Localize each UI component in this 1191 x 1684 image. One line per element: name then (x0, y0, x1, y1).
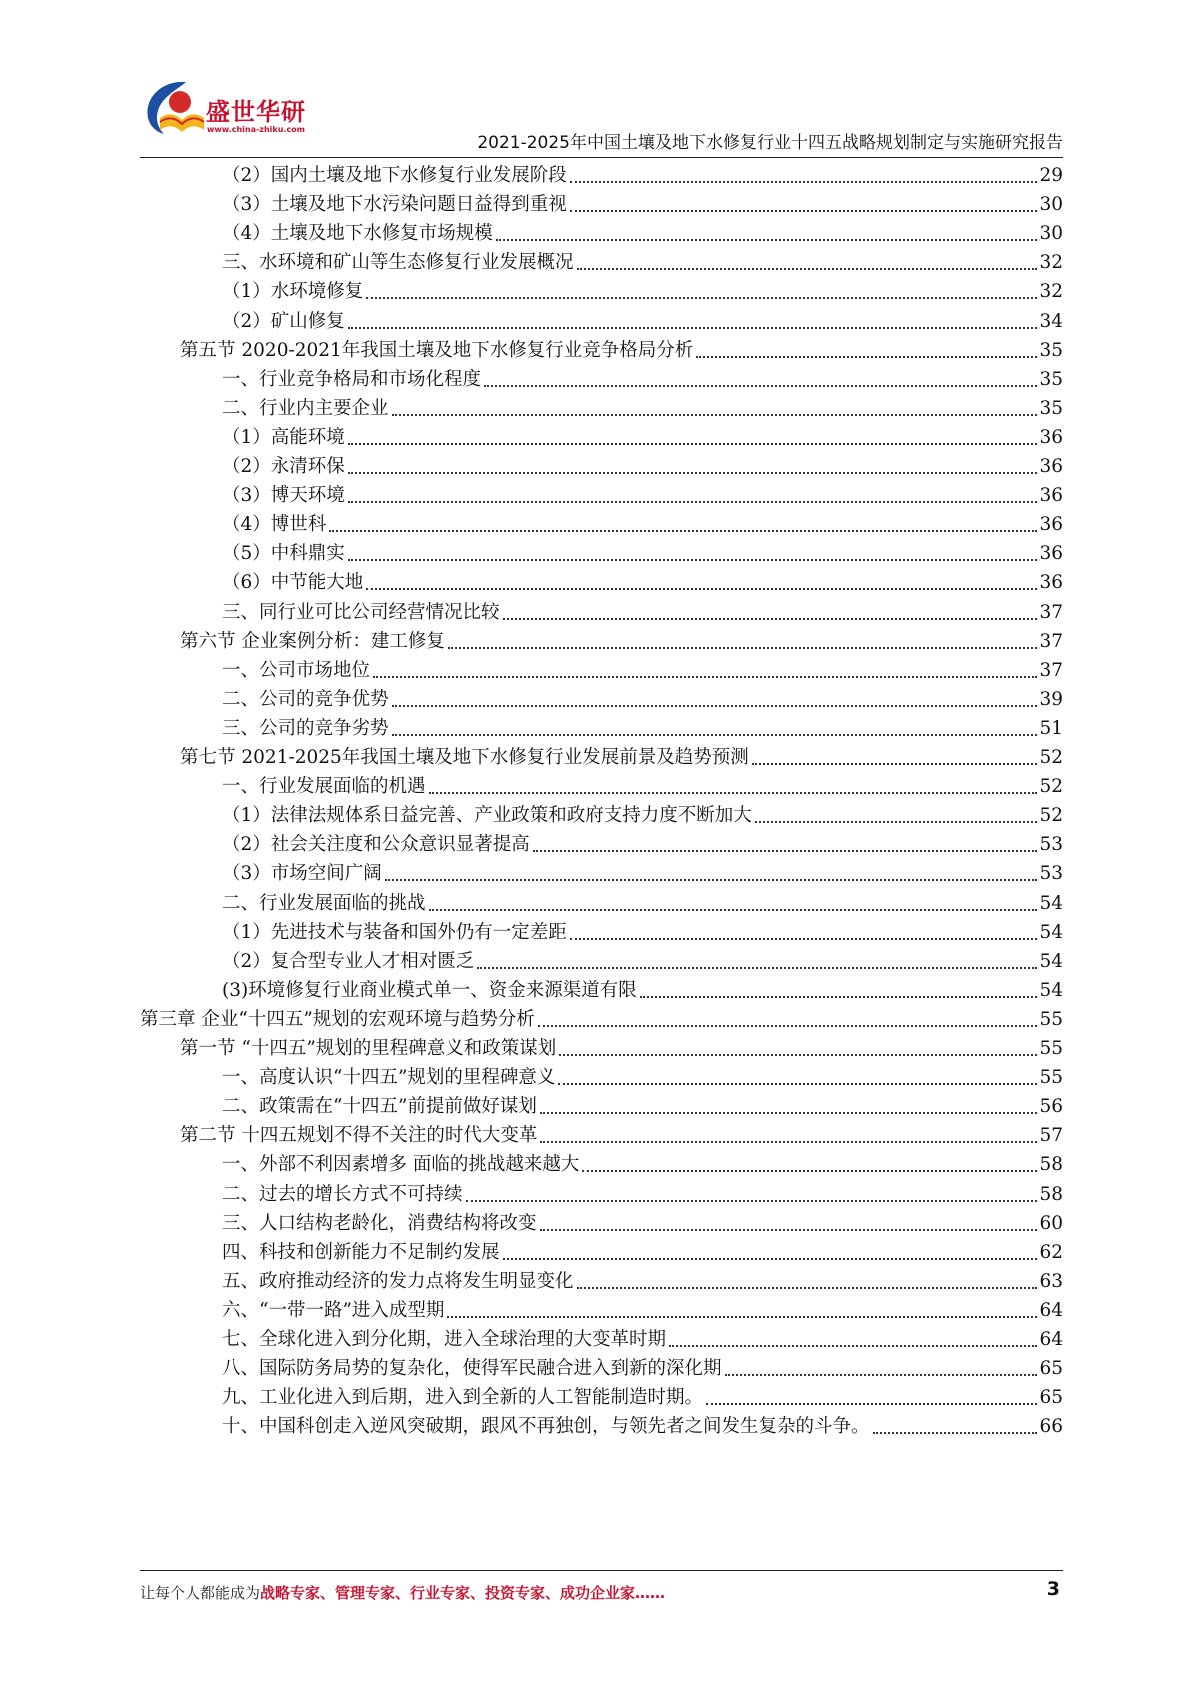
toc-entry-title: （3）博天环境 (222, 485, 345, 507)
toc-entry-page: 36 (1039, 514, 1063, 536)
toc-entry-page: 66 (1039, 1416, 1063, 1438)
toc-dot-leader (448, 647, 1038, 649)
toc-entry-title: 第二节 十四五规划不得不关注的时代大变革 (180, 1125, 538, 1147)
toc-entry[interactable] (222, 454, 1063, 480)
toc-entry-page: 55 (1039, 1067, 1063, 1089)
toc-dot-leader (706, 1403, 1037, 1405)
toc-dot-leader (385, 879, 1038, 881)
toc-entry-title: （3）土壤及地下水污染问题日益得到重视 (222, 194, 567, 216)
toc-entry[interactable] (222, 920, 1063, 946)
toc-entry-page: 30 (1039, 194, 1063, 216)
toc-dot-leader (558, 1083, 1037, 1085)
footer-slogan-highlight: 战略专家、管理专家、行业专家、投资专家、成功企业家…… (260, 1584, 666, 1602)
toc-entry[interactable] (222, 978, 1063, 1004)
toc-dot-leader (570, 181, 1038, 183)
toc-entry-page: 39 (1039, 688, 1063, 710)
toc-entry-page: 36 (1039, 426, 1063, 448)
toc-dot-leader (447, 1316, 1037, 1318)
toc-entry-title: （4）博世科 (222, 514, 327, 536)
toc-entry-title: 第六节 企业案例分析：建工修复 (180, 630, 445, 652)
toc-entry-page: 36 (1039, 485, 1063, 507)
toc-entry-title: 四、科技和创新能力不足制约发展 (222, 1241, 500, 1263)
toc-entry[interactable] (222, 1327, 1063, 1353)
toc-entry-title: 七、全球化进入到分化期，进入全球治理的大变革时期 (222, 1329, 667, 1350)
toc-entry[interactable] (222, 687, 1063, 713)
toc-dot-leader (484, 385, 1037, 387)
toc-entry[interactable] (222, 1298, 1063, 1324)
toc-entry-title: （2）矿山修复 (222, 310, 345, 332)
toc-entry[interactable] (222, 541, 1063, 567)
toc-entry-page: 37 (1039, 659, 1063, 681)
toc-entry[interactable] (222, 279, 1063, 305)
toc-dot-leader (392, 414, 1038, 416)
toc-entry[interactable] (222, 658, 1063, 684)
toc-entry[interactable] (180, 1123, 1063, 1149)
toc-entry-page: 51 (1039, 717, 1063, 739)
toc-entry-title: 第五节 2020-2021年我国土壤及地下水修复行业竞争格局分析 (180, 339, 694, 361)
toc-entry[interactable] (222, 1094, 1063, 1120)
toc-dot-leader (503, 1258, 1038, 1260)
toc-entry-page: 54 (1039, 950, 1063, 972)
toc-entry[interactable] (222, 425, 1063, 451)
toc-dot-leader (570, 210, 1038, 212)
toc-entry-page: 65 (1039, 1387, 1063, 1409)
toc-entry-title: （2）国内土壤及地下水修复行业发展阶段 (222, 165, 567, 186)
toc-entry-title: 二、政策需在“十四五”前提前做好谋划 (222, 1096, 537, 1118)
toc-entry-page: 55 (1039, 1008, 1063, 1030)
toc-entry[interactable] (222, 250, 1063, 276)
toc-entry-page: 29 (1039, 165, 1063, 186)
toc-entry-title: 一、外部不利因素增多 面临的挑战越来越大 (222, 1154, 580, 1176)
toc-entry-title: 一、行业发展面临的机遇 (222, 776, 426, 798)
toc-entry-title: 三、公司的竞争劣势 (222, 717, 389, 739)
toc-entry-page: 53 (1039, 834, 1063, 856)
toc-dot-leader (392, 734, 1038, 736)
toc-entry-page: 52 (1039, 776, 1063, 798)
toc-dot-leader (366, 588, 1037, 590)
toc-entry-title: 一、公司市场地位 (222, 659, 371, 681)
toc-dot-leader (752, 763, 1038, 765)
toc-entry-page: 54 (1039, 921, 1063, 943)
toc-dot-leader (348, 501, 1038, 503)
toc-entry-page: 55 (1039, 1038, 1063, 1059)
toc-dot-leader (496, 239, 1038, 241)
toc-entry-page: 54 (1039, 892, 1063, 914)
toc-entry-title: 一、高度认识“十四五”规划的里程碑意义 (222, 1067, 556, 1089)
toc-entry[interactable] (222, 221, 1063, 247)
toc-entry[interactable] (222, 949, 1063, 975)
toc-dot-leader (503, 618, 1038, 620)
page-header (140, 78, 1063, 158)
toc-entry-title: （5）中科鼎实 (222, 543, 345, 565)
toc-entry[interactable] (222, 309, 1063, 335)
toc-entry-title: 二、过去的增长方式不可持续 (222, 1183, 463, 1205)
toc-dot-leader (429, 792, 1038, 794)
toc-entry-page: 36 (1039, 456, 1063, 477)
toc-entry-page: 65 (1039, 1358, 1063, 1380)
toc-entry-title: 第七节 2021-2025年我国土壤及地下水修复行业发展前景及趋势预测 (180, 747, 749, 768)
toc-dot-leader (725, 1374, 1038, 1376)
toc-dot-leader (348, 443, 1038, 445)
toc-entry-title: 二、行业发展面临的挑战 (222, 892, 426, 914)
header-divider (140, 157, 1063, 158)
toc-entry-page: 36 (1039, 572, 1063, 594)
toc-dot-leader (540, 1112, 1038, 1114)
toc-entry-page: 52 (1039, 747, 1063, 768)
toc-entry-title: （1）法律法规体系日益完善、产业政策和政府支持力度不断加大 (222, 805, 752, 827)
toc-dot-leader (873, 1432, 1038, 1434)
toc-entry[interactable] (180, 745, 1063, 771)
toc-entry[interactable] (180, 629, 1063, 655)
toc-entry-page: 32 (1039, 252, 1063, 274)
toc-entry-title: （2）永清环保 (222, 456, 345, 477)
toc-dot-leader (669, 1345, 1037, 1347)
toc-entry[interactable] (222, 367, 1063, 393)
toc-entry-title: 二、公司的竞争优势 (222, 688, 389, 710)
toc-entry[interactable] (222, 1065, 1063, 1091)
footer-slogan-lead: 让每个人都能成为 (140, 1584, 261, 1602)
toc-entry-page: 58 (1039, 1183, 1063, 1205)
toc-entry[interactable] (222, 861, 1063, 887)
toc-dot-leader (755, 821, 1038, 823)
toc-entry-title: 一、行业竞争格局和市场化程度 (222, 368, 482, 390)
toc-dot-leader (696, 356, 1037, 358)
toc-entry-title: 九、工业化进入到后期，进入到全新的人工智能制造时期。 (222, 1387, 704, 1409)
toc-entry-title: 三、水环境和矿山等生态修复行业发展概况 (222, 252, 574, 274)
logo-emblem-icon (140, 78, 210, 140)
toc-entry-page: 35 (1039, 397, 1063, 419)
toc-dot-leader (559, 1054, 1037, 1056)
toc-entry-page: 30 (1039, 223, 1063, 245)
footer-slogan (140, 1582, 665, 1603)
toc-entry-title: (3)环境修复行业商业模式单一、资金来源渠道有限 (222, 979, 637, 1001)
toc-entry-page: 63 (1039, 1270, 1063, 1292)
toc-dot-leader (570, 938, 1038, 940)
toc-entry-page: 37 (1039, 601, 1063, 623)
toc-dot-leader (348, 472, 1038, 474)
toc-dot-leader (373, 676, 1037, 678)
toc-entry-page: 34 (1039, 310, 1063, 332)
toc-dot-leader (392, 705, 1038, 707)
toc-entry-title: （2）复合型专业人才相对匮乏 (222, 950, 475, 972)
toc-entry[interactable] (222, 163, 1063, 189)
toc-entry[interactable] (222, 1211, 1063, 1237)
logo-name: 盛世华研 (206, 98, 306, 126)
toc-entry-title: （6）中节能大地 (222, 572, 364, 594)
toc-entry-page: 60 (1039, 1212, 1063, 1234)
toc-dot-leader (466, 1200, 1038, 1202)
toc-entry[interactable] (222, 1182, 1063, 1208)
toc-dot-leader (582, 1170, 1037, 1172)
toc-dot-leader (366, 297, 1037, 299)
toc-entry-page: 62 (1039, 1241, 1063, 1263)
toc-entry-title: 二、行业内主要企业 (222, 397, 389, 419)
toc-entry[interactable] (222, 396, 1063, 422)
toc-entry-page: 36 (1039, 543, 1063, 565)
toc-dot-leader (429, 909, 1038, 911)
footer-divider (140, 1570, 1063, 1571)
toc-entry-title: （1）高能环境 (222, 426, 345, 448)
company-logo (140, 78, 310, 148)
toc-dot-leader (533, 850, 1038, 852)
toc-entry[interactable] (222, 891, 1063, 917)
logo-url: www.china-zhiku.com (207, 125, 306, 134)
toc-dot-leader (477, 967, 1037, 969)
toc-dot-leader (577, 268, 1038, 270)
toc-entry-page: 56 (1039, 1096, 1063, 1118)
toc-entry-title: （3）市场空间广阔 (222, 863, 382, 885)
toc-dot-leader (329, 530, 1037, 532)
toc-entry[interactable] (222, 192, 1063, 218)
toc-dot-leader (348, 327, 1038, 329)
toc-entry[interactable] (222, 716, 1063, 742)
toc-entry[interactable] (222, 1385, 1063, 1411)
toc-entry[interactable] (180, 338, 1063, 364)
toc-dot-leader (540, 1229, 1038, 1231)
toc-entry-page: 64 (1039, 1299, 1063, 1321)
toc-entry[interactable] (222, 483, 1063, 509)
toc-entry[interactable] (222, 600, 1063, 626)
toc-entry-title: 六、“一带一路”进入成型期 (222, 1299, 445, 1321)
toc-entry-page: 37 (1039, 630, 1063, 652)
toc-entry-title: 五、政府推动经济的发力点将发生明显变化 (222, 1270, 574, 1292)
toc-entry-page: 53 (1039, 863, 1063, 885)
toc-dot-leader (348, 559, 1038, 561)
toc-entry-title: （1）水环境修复 (222, 281, 364, 303)
toc-dot-leader (640, 996, 1038, 998)
toc-entry[interactable] (222, 570, 1063, 596)
toc-entry[interactable] (180, 1036, 1063, 1062)
report-title: 2021-2025年中国土壤及地下水修复行业十四五战略规划制定与实施研究报告 (477, 133, 1063, 153)
toc-entry-page: 52 (1039, 805, 1063, 827)
toc-dot-leader (577, 1287, 1038, 1289)
toc-entry[interactable] (140, 1007, 1063, 1033)
toc-dot-leader (538, 1025, 1038, 1027)
toc-entry-title: 三、同行业可比公司经营情况比较 (222, 601, 500, 623)
toc-entry-title: （2）社会关注度和公众意识显著提高 (222, 834, 530, 856)
toc-entry-title: 第三章 企业“十四五”规划的宏观环境与趋势分析 (140, 1008, 535, 1030)
toc-entry[interactable] (222, 1240, 1063, 1266)
toc-entry-page: 57 (1039, 1125, 1063, 1147)
toc-entry-page: 32 (1039, 281, 1063, 303)
page-number: 3 (1046, 1578, 1060, 1600)
toc-entry[interactable] (222, 512, 1063, 538)
toc-entry-page: 58 (1039, 1154, 1063, 1176)
toc-entry[interactable] (222, 1152, 1063, 1178)
toc-entry[interactable] (222, 803, 1063, 829)
toc-entry[interactable] (222, 1269, 1063, 1295)
toc-entry[interactable] (222, 1356, 1063, 1382)
toc-entry-page: 64 (1039, 1329, 1063, 1350)
toc-entry-page: 35 (1039, 339, 1063, 361)
toc-entry[interactable] (222, 1414, 1063, 1440)
toc-entry-title: （1）先进技术与装备和国外仍有一定差距 (222, 921, 567, 943)
toc-entry-title: （4）土壤及地下水修复市场规模 (222, 223, 493, 245)
toc-entry-title: 第一节 “十四五”规划的里程碑意义和政策谋划 (180, 1038, 557, 1059)
toc-entry[interactable] (222, 832, 1063, 858)
toc-entry-title: 十、中国科创走入逆风突破期，跟风不再独创，与领先者之间发生复杂的斗争。 (222, 1416, 870, 1438)
toc-entry-title: 三、人口结构老龄化，消费结构将改变 (222, 1212, 537, 1234)
toc-entry-page: 54 (1039, 979, 1063, 1001)
toc-entry-page: 35 (1039, 368, 1063, 390)
toc-dot-leader (540, 1141, 1037, 1143)
toc-entry[interactable] (222, 774, 1063, 800)
toc-entry-title: 八、国际防务局势的复杂化，使得军民融合进入到新的深化期 (222, 1358, 722, 1380)
